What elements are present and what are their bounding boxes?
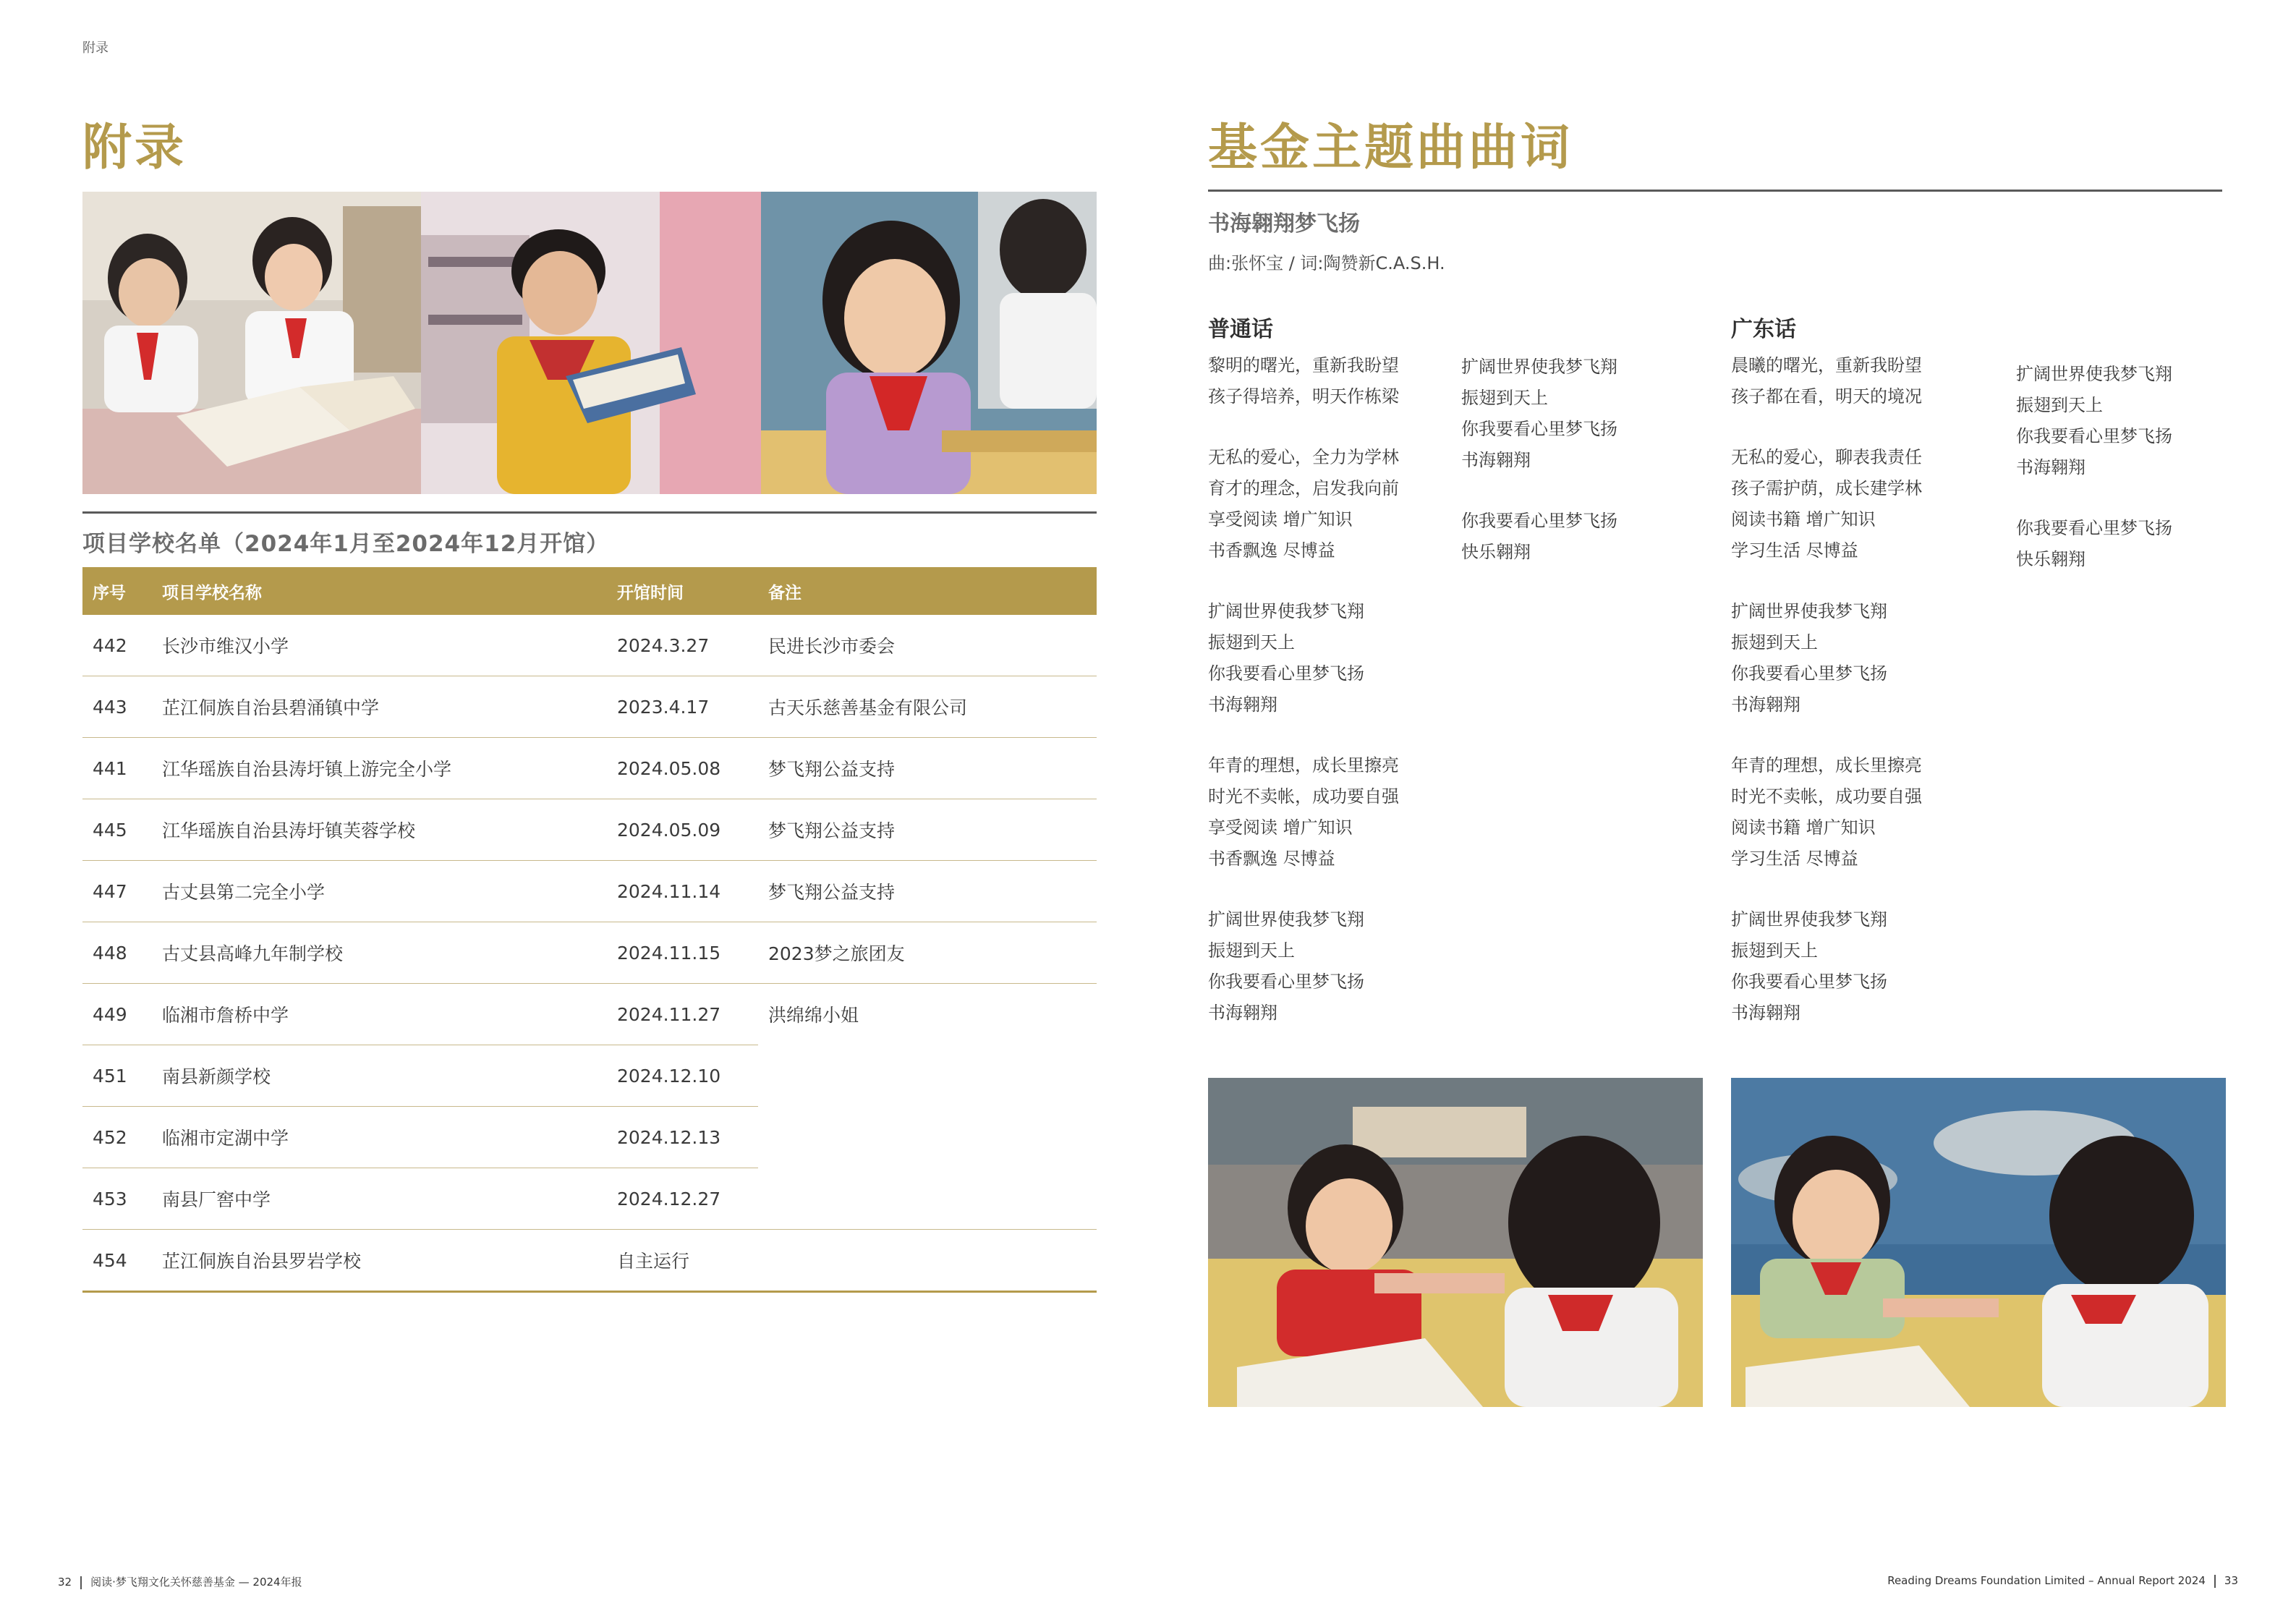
lyric-line: 扩阔世界使我梦飞翔 xyxy=(1731,909,1887,930)
table-top-rule xyxy=(82,511,1097,514)
lyric-line: 书海翱翔 xyxy=(1731,694,1800,715)
footer-left xyxy=(58,1574,302,1589)
students-reading-photo xyxy=(82,192,421,494)
cell-remarks: 古天乐慈善基金有限公司 xyxy=(758,676,1097,738)
cell-remarks xyxy=(758,1045,1097,1107)
lyric-line: 阅读书籍 增广知识 xyxy=(1731,509,1876,530)
table-row xyxy=(82,615,1097,676)
lyric-line: 振翅到天上 xyxy=(1208,632,1295,652)
cell-open-date: 2024.11.15 xyxy=(607,922,758,984)
girls-chatting-photo-1 xyxy=(1208,1078,1703,1407)
table-row xyxy=(82,1107,1097,1168)
table-row xyxy=(82,676,1097,738)
lyric-line: 扩阔世界使我梦飞翔 xyxy=(1208,601,1364,621)
cell-number: 449 xyxy=(82,984,152,1045)
cell-number: 443 xyxy=(82,676,152,738)
lyric-line: 快乐翱翔 xyxy=(2016,549,2085,569)
lyric-line: 快乐翱翔 xyxy=(1461,542,1531,562)
lyric-line: 你我要看心里梦飞扬 xyxy=(2016,518,2172,538)
cell-school-name: 临湘市詹桥中学 xyxy=(152,984,607,1045)
cell-open-date: 2024.05.08 xyxy=(607,738,758,799)
lyric-line: 时光不卖帐，成功要自强 xyxy=(1208,786,1399,807)
page-title-appendix: 附录 xyxy=(82,119,187,177)
cell-number: 442 xyxy=(82,615,152,676)
cell-number: 445 xyxy=(82,799,152,861)
cell-remarks: 洪绵绵小姐 xyxy=(768,1005,859,1026)
lyric-line: 书香飘逸 尽博益 xyxy=(1208,540,1335,561)
lyric-line: 你我要看心里梦飞扬 xyxy=(1461,419,1617,439)
cell-open-date: 2023.4.17 xyxy=(607,676,758,738)
lyric-line: 无私的爱心，全力为学林 xyxy=(1208,447,1399,467)
cell-school-name: 古丈县高峰九年制学校 xyxy=(152,922,607,984)
cell-open-date: 2024.12.13 xyxy=(607,1107,758,1168)
page-title-theme-song: 基金主题曲曲词 xyxy=(1208,119,1573,177)
lyric-line: 享受阅读 增广知识 xyxy=(1208,817,1353,838)
lyric-line: 你我要看心里梦飞扬 xyxy=(2016,426,2172,446)
lyric-line: 书海翱翔 xyxy=(1731,1003,1800,1023)
table-row xyxy=(82,1045,1097,1107)
cell-remarks: 梦飞翔公益支持 xyxy=(758,738,1097,799)
table-row xyxy=(82,799,1097,861)
lyric-line: 振翅到天上 xyxy=(2016,395,2103,415)
lyric-line: 书香飘逸 尽博益 xyxy=(1208,849,1335,869)
cell-remarks: 梦飞翔公益支持 xyxy=(758,799,1097,861)
footer-publication-title: 阅读·梦飞翔文化关怀慈善基金 — 2024年报 xyxy=(90,1576,302,1589)
cell-remarks xyxy=(758,1107,1097,1168)
cell-school-name: 江华瑶族自治县涛圩镇上游完全小学 xyxy=(152,738,607,799)
cantonese-heading: 广东话 xyxy=(1731,317,1796,342)
lyric-line: 晨曦的曙光，重新我盼望 xyxy=(1731,355,1922,375)
cell-school-name: 古丈县第二完全小学 xyxy=(152,861,607,922)
cell-number: 451 xyxy=(82,1045,152,1107)
cell-remarks xyxy=(758,1230,1097,1292)
table-row xyxy=(82,1168,1097,1230)
cell-school-name: 长沙市维汉小学 xyxy=(152,615,607,676)
cell-remarks xyxy=(758,1168,1097,1230)
cell-number: 453 xyxy=(82,1168,152,1230)
cell-open-date: 2024.11.14 xyxy=(607,861,758,922)
header-open-date: 开馆时间 xyxy=(607,567,758,615)
song-title: 书海翱翔梦飞扬 xyxy=(1208,211,1360,237)
lyric-line: 阅读书籍 增广知识 xyxy=(1731,817,1876,838)
cell-school-name: 江华瑶族自治县涛圩镇芙蓉学校 xyxy=(152,799,607,861)
cell-school-name: 临湘市定湖中学 xyxy=(152,1107,607,1168)
lyric-line: 书海翱翔 xyxy=(2016,457,2085,477)
lyric-line: 你我要看心里梦飞扬 xyxy=(1731,972,1887,992)
lyric-line: 你我要看心里梦飞扬 xyxy=(1208,663,1364,684)
cantonese-lyrics-column-1 xyxy=(1731,350,1922,1029)
cell-school-name: 芷江侗族自治县罗岩学校 xyxy=(152,1230,607,1292)
cell-number: 447 xyxy=(82,861,152,922)
lyric-line: 年青的理想，成长里擦亮 xyxy=(1208,755,1399,775)
cell-number: 448 xyxy=(82,922,152,984)
girl-listening-photo xyxy=(761,192,1097,494)
lyric-line: 享受阅读 增广知识 xyxy=(1208,509,1353,530)
mandarin-lyrics-column-2 xyxy=(1461,352,1617,568)
lyric-line: 书海翱翔 xyxy=(1208,1003,1277,1023)
lyric-line: 黎明的曙光，重新我盼望 xyxy=(1208,355,1399,375)
header-remarks: 备注 xyxy=(758,567,1097,615)
song-credits: 曲:张怀宝 / 词:陶赞新C.A.S.H. xyxy=(1208,253,1445,273)
cell-remarks: 梦飞翔公益支持 xyxy=(758,861,1097,922)
cell-school-name: 芷江侗族自治县碧涌镇中学 xyxy=(152,676,607,738)
cell-remarks: 民进长沙市委会 xyxy=(758,615,1097,676)
lyric-line: 无私的爱心，聊表我责任 xyxy=(1731,447,1922,467)
school-list-table xyxy=(82,567,1097,1293)
lyric-line: 扩阔世界使我梦飞翔 xyxy=(1731,601,1887,621)
lyric-line: 育才的理念，启发我向前 xyxy=(1208,478,1399,498)
lyric-line: 扩阔世界使我梦飞翔 xyxy=(1461,357,1617,377)
lyric-line: 振翅到天上 xyxy=(1208,940,1295,961)
lyric-line: 学习生活 尽博益 xyxy=(1731,540,1858,561)
page-number-left: 32 xyxy=(58,1576,72,1589)
footer-report-title: Reading Dreams Foundation Limited – Annual Report 2024 xyxy=(1887,1574,2206,1587)
lyric-line: 书海翱翔 xyxy=(1461,450,1531,470)
mandarin-lyrics-column-1 xyxy=(1208,350,1399,1029)
table-row xyxy=(82,984,1097,1045)
lyric-line: 你我要看心里梦飞扬 xyxy=(1461,511,1617,531)
boy-reading-photo xyxy=(421,192,761,494)
lyric-line: 振翅到天上 xyxy=(1731,632,1818,652)
header-number: 序号 xyxy=(82,567,152,615)
header-school-name: 项目学校名称 xyxy=(152,567,607,615)
lyric-line: 孩子需护荫，成长建学林 xyxy=(1731,478,1922,498)
lyric-line: 你我要看心里梦飞扬 xyxy=(1208,972,1364,992)
table-row xyxy=(82,861,1097,922)
page-number-right: 33 xyxy=(2224,1574,2238,1587)
lyric-line: 时光不卖帐，成功要自强 xyxy=(1731,786,1922,807)
mandarin-heading: 普通话 xyxy=(1208,317,1273,342)
table-header-row xyxy=(82,567,1097,615)
lyric-line: 书海翱翔 xyxy=(1208,694,1277,715)
cell-open-date: 自主运行 xyxy=(607,1230,758,1292)
cell-open-date: 2024.05.09 xyxy=(607,799,758,861)
cell-number: 441 xyxy=(82,738,152,799)
lyric-line: 孩子得培养，明天作栋梁 xyxy=(1208,386,1399,407)
cell-open-date: 2024.11.27 xyxy=(607,984,758,1045)
table-row xyxy=(82,922,1097,984)
girls-chatting-photo-2 xyxy=(1731,1078,2226,1407)
cell-school-name: 南县厂窖中学 xyxy=(152,1168,607,1230)
cell-open-date: 2024.12.10 xyxy=(607,1045,758,1107)
cell-open-date: 2024.3.27 xyxy=(607,615,758,676)
lyric-line: 扩阔世界使我梦飞翔 xyxy=(2016,364,2172,384)
section-label: 附录 xyxy=(82,41,109,56)
lyric-line: 你我要看心里梦飞扬 xyxy=(1731,663,1887,684)
table-row xyxy=(82,738,1097,799)
title-rule xyxy=(1208,190,2222,192)
cell-number: 454 xyxy=(82,1230,152,1292)
cantonese-lyrics-column-2 xyxy=(2016,359,2172,575)
cell-remarks: 2023梦之旅团友 xyxy=(758,922,1097,984)
lyric-line: 学习生活 尽博益 xyxy=(1731,849,1858,869)
school-list-heading: 项目学校名单（2024年1月至2024年12月开馆） xyxy=(82,531,610,557)
lyric-line: 扩阔世界使我梦飞翔 xyxy=(1208,909,1364,930)
lyric-line: 振翅到天上 xyxy=(1461,388,1548,408)
footer-right xyxy=(1887,1574,2238,1588)
lyric-line: 年青的理想，成长里擦亮 xyxy=(1731,755,1922,775)
cell-school-name: 南县新颜学校 xyxy=(152,1045,607,1107)
cell-open-date: 2024.12.27 xyxy=(607,1168,758,1230)
lyric-line: 振翅到天上 xyxy=(1731,940,1818,961)
lyric-line: 孩子都在看，明天的境况 xyxy=(1731,386,1922,407)
cell-number: 452 xyxy=(82,1107,152,1168)
table-row xyxy=(82,1230,1097,1292)
